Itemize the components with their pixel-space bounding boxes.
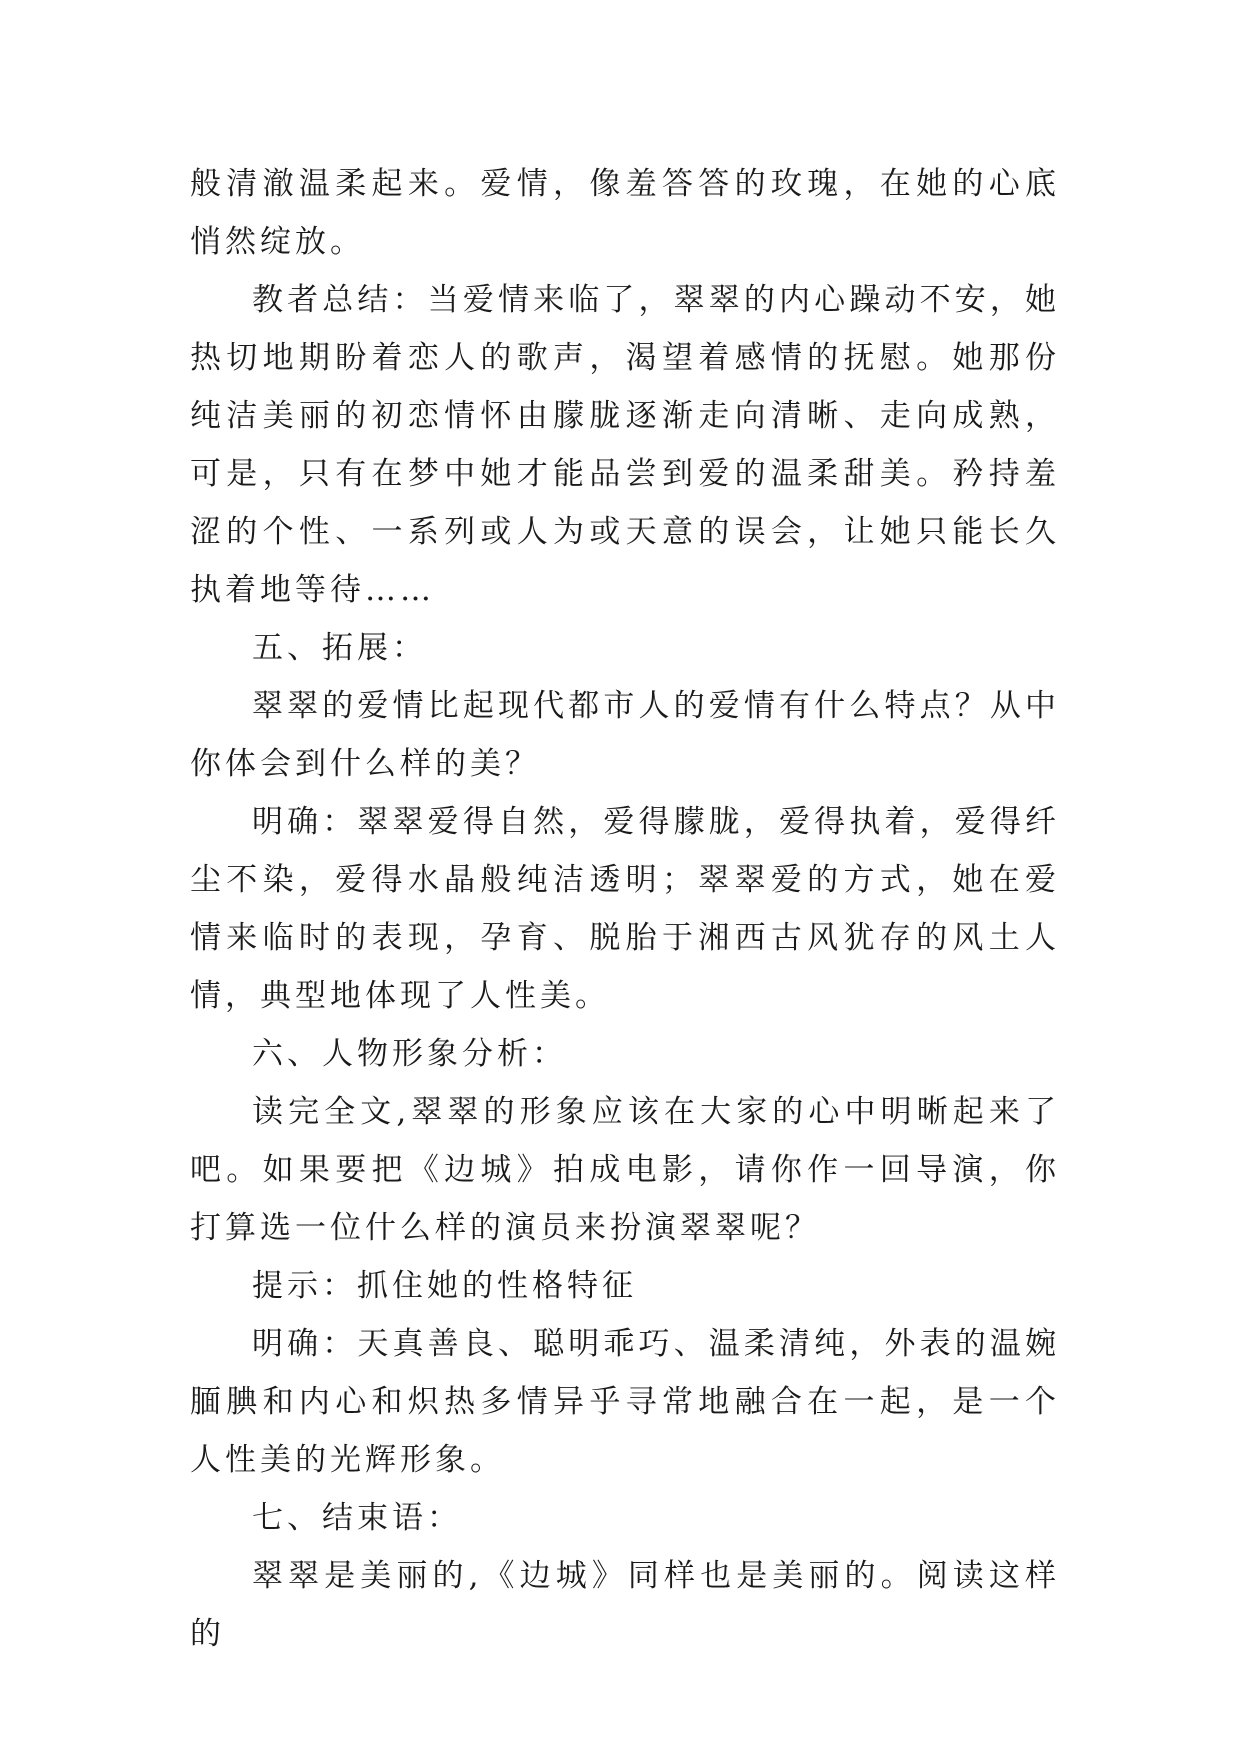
paragraph-hint: 提示：抓住她的性格特征 [252,1268,637,1304]
paragraph-extension-answer: 明确：翠翠爱得自然，爱得朦胧，爱得执着，爱得纤尘不染，爱得水晶般纯洁透明；翠翠爱的方式，她在爱情来临时的表现，孕育、脱胎于湘西古风犹存的风土人情，典型地体现了人性美。 [190,804,1060,1014]
section-heading-extension: 五、拓展： [252,630,427,666]
paragraph-conclusion: 翠翠是美丽的,《边城》同样也是美丽的。阅读这样的 [190,1558,1060,1652]
section-heading-character-analysis: 六、人物形象分析： [252,1036,567,1072]
paragraph-character-answer: 明确：天真善良、聪明乖巧、温柔清纯，外表的温婉腼腆和内心和炽热多情异乎寻常地融合在一起，是一个人性美的光辉形象。 [190,1326,1060,1478]
paragraph-teacher-summary: 教者总结：当爱情来临了，翠翠的内心躁动不安，她热切地期盼着恋人的歌声，渴望着感情的抚慰。她那份纯洁美丽的初恋情怀由朦胧逐渐走向清晰、走向成熟，可是，只有在梦中她才能品尝到爱的温柔甜美。矜持羞涩的个性、一系列或人为或天意的误会，让她只能长久执着地等待…… [190,282,1060,608]
paragraph-extension-question: 翠翠的爱情比起现代都市人的爱情有什么特点？从中你体会到什么样的美？ [190,688,1060,782]
paragraph-continuation: 般清澈温柔起来。爱情，像羞答答的玫瑰，在她的心底悄然绽放。 [190,166,1060,260]
paragraph-character-question: 读完全文,翠翠的形象应该在大家的心中明晰起来了吧。如果要把《边城》拍成电影，请你作一回导演，你打算选一位什么样的演员来扮演翠翠呢？ [190,1094,1060,1246]
section-heading-conclusion: 七、结束语： [252,1500,462,1536]
document-body [190,155,1060,1663]
